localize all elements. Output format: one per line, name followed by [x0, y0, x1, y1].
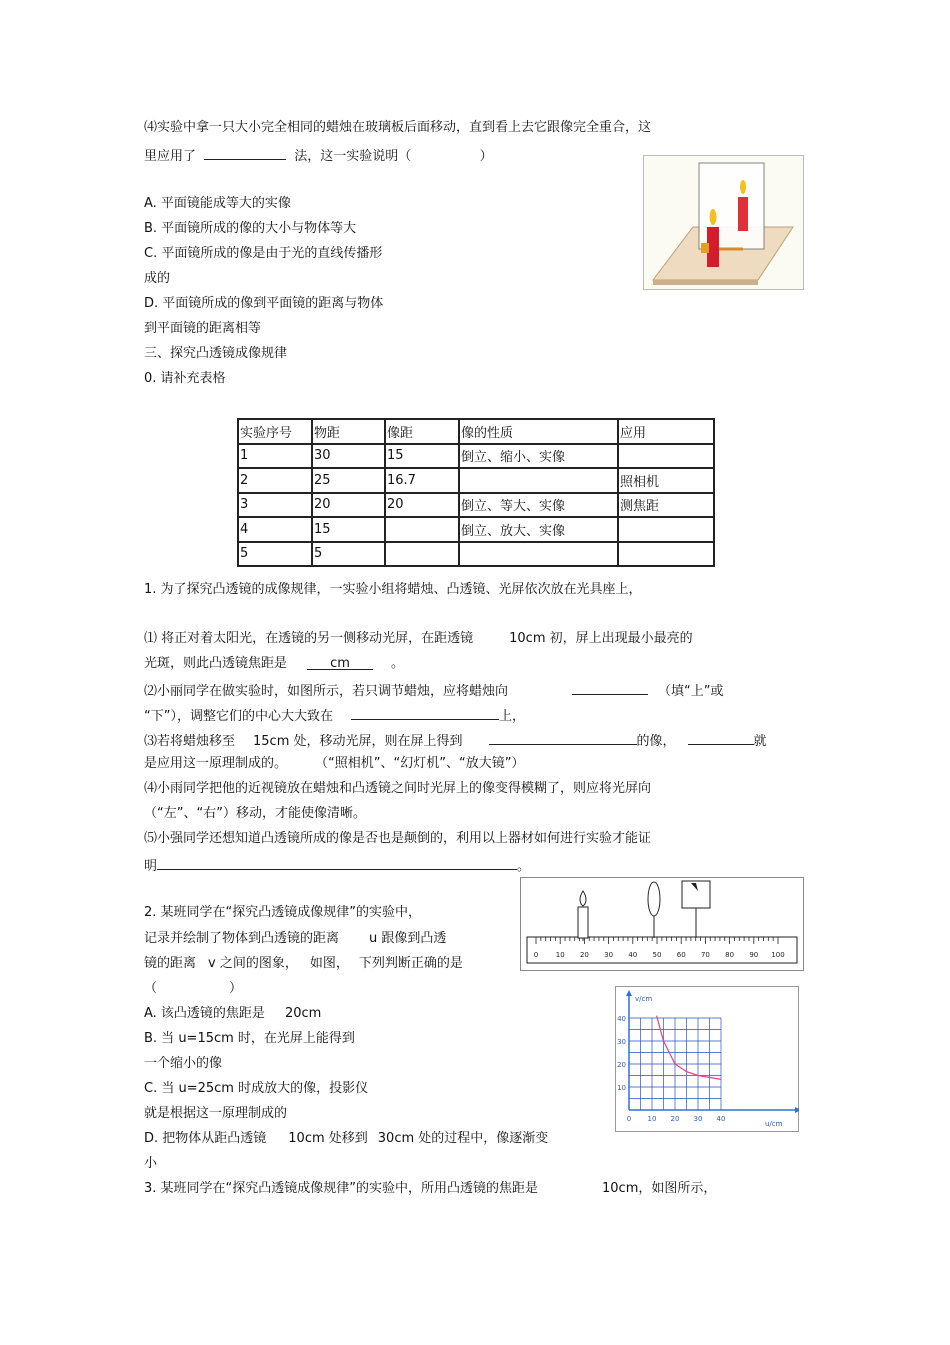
q1-text: （“照相机”、“幻灯机”、“放大镜”） [315, 756, 525, 771]
q4-line2 [144, 145, 493, 166]
q1-text: 光斑，则此凸透镜焦距是 [144, 656, 288, 671]
table-cell: 15 [385, 444, 459, 469]
y-tick-label: 20 [617, 1061, 626, 1069]
q4-line1: ⑷实验中拿一只大小完全相同的蜡烛在玻璃板后面移动，直到看上去它跟像完全重合，这 [144, 120, 652, 135]
x-tick-label: 30 [693, 1115, 703, 1123]
y-tick-label: 30 [617, 1038, 626, 1046]
q2-text: 下列判断正确的是 [358, 956, 463, 971]
table-header-row [238, 419, 714, 444]
answer-blank[interactable] [688, 730, 754, 745]
table-cell[interactable] [618, 517, 714, 542]
q1-part1-cont [144, 655, 404, 673]
table-cell[interactable] [459, 542, 618, 567]
mirror-candle-figure [643, 155, 804, 290]
table-cell: 测焦距 [618, 493, 714, 518]
q2-option-a [144, 1005, 321, 1023]
unit-label: cm [330, 656, 350, 671]
q2-text: 10cm 处移到 [288, 1131, 368, 1146]
x-axis-label: u/cm [765, 1120, 783, 1128]
answer-blank[interactable] [307, 655, 373, 670]
q1-part3 [144, 730, 767, 751]
q2-option-d-cont: 小 [144, 1156, 158, 1171]
option-a: A. 平面镜能成等大的实像 [144, 196, 291, 211]
q1-part5: ⑸小强同学还想知道凸透镜所成的像是否也是颠倒的，利用以上器材如何进行实验才能证 [144, 831, 652, 846]
section-title: 三、探究凸透镜成像规律 [144, 346, 288, 361]
q1-text: 上， [498, 709, 525, 724]
option-d-cont: 到平面镜的距离相等 [144, 321, 262, 336]
q1-part4: ⑷小雨同学把他的近视镜放在蜡烛和凸透镜之间时光屏上的像变得模糊了，则应将光屏向 [144, 781, 652, 796]
x-tick-label: 10 [647, 1115, 657, 1123]
q1-text: 10cm 初，屏上出现最小最亮的 [509, 631, 693, 646]
table-row [238, 468, 714, 493]
q2-text: ） [229, 981, 243, 996]
q3-text: 10cm，如图所示， [602, 1181, 717, 1196]
optical-bench-figure [520, 877, 804, 971]
q2-text: D. 把物体从距凸透镜 [144, 1131, 267, 1146]
answer-blank[interactable] [204, 145, 286, 160]
option-b: B. 平面镜所成的像的大小与物体等大 [144, 221, 357, 236]
answer-blank[interactable] [572, 680, 648, 695]
table-cell: 20 [385, 493, 459, 518]
q1-part2-cont [144, 705, 525, 726]
table-cell: 25 [312, 468, 385, 493]
answer-blank[interactable] [489, 730, 637, 745]
q2-text: （ [144, 981, 158, 996]
q3-text: 3. 某班同学在“探究凸透镜成像规律”的实验中，所用凸透镜的焦距是 [144, 1181, 539, 1196]
ruler-label: 60 [676, 951, 686, 959]
q4-text: ） [479, 149, 493, 164]
table-cell: 15 [312, 517, 385, 542]
q3-line1 [144, 1180, 716, 1198]
table-cell: 倒立、放大、实像 [459, 517, 618, 542]
y-tick-label: 10 [617, 1084, 626, 1092]
q1-text: ⑵小丽同学在做实验时，如图所示，若只调节蜡烛，应将蜡烛向 [144, 684, 509, 699]
q1-text: 明 [144, 859, 158, 874]
q2-line4 [144, 980, 242, 998]
q1-text: 15cm 处，移动光屏，则在屏上得到 [253, 734, 463, 749]
table-cell: 5 [238, 542, 312, 567]
table-header: 像距 [385, 419, 459, 444]
x-tick-label: 20 [670, 1115, 680, 1123]
table-cell: 20 [312, 493, 385, 518]
table-cell: 5 [312, 542, 385, 567]
x-tick-label: 40 [716, 1115, 726, 1123]
q2-line3 [144, 955, 463, 973]
ruler-label: 20 [579, 951, 589, 959]
ruler-label: 40 [628, 951, 638, 959]
q2-text: A. 该凸透镜的焦距是 [144, 1006, 265, 1021]
q2-option-d [144, 1130, 548, 1148]
q2-text: v 之间的图象， [208, 956, 298, 971]
q4-text: 法，这一实验说明（ [294, 149, 412, 164]
q1-part3-cont [144, 755, 524, 773]
table-cell: 1 [238, 444, 312, 469]
answer-blank[interactable] [157, 855, 517, 870]
ruler-label: 50 [652, 951, 662, 959]
ruler-label: 90 [749, 951, 759, 959]
table-header: 物距 [312, 419, 385, 444]
q2-option-b-cont: 一个缩小的像 [144, 1056, 223, 1071]
q1-text: （填“上”或 [658, 684, 724, 699]
q2-option-c-cont: 就是根据这一原理制成的 [144, 1106, 288, 1121]
q4-text: 里应用了 [144, 149, 197, 164]
table-row [238, 493, 714, 518]
option-d: D. 平面镜所成的像到平面镜的距离与物体 [144, 296, 384, 311]
q2-text: 记录并绘制了物体到凸透镜的距离 [144, 931, 340, 946]
q2-text: 30cm 处的过程中，像逐渐变 [377, 1131, 549, 1146]
answer-blank[interactable] [351, 705, 499, 720]
table-row [238, 517, 714, 542]
ruler-label: 70 [700, 951, 710, 959]
table-cell: 30 [312, 444, 385, 469]
table-cell: 3 [238, 493, 312, 518]
q2-line1: 2. 某班同学在“探究凸透镜成像规律”的实验中， [144, 905, 422, 920]
q1-text: ⑶若将蜡烛移至 [144, 734, 236, 749]
y-axis-label: v/cm [635, 995, 653, 1003]
q1-part2 [144, 680, 724, 701]
table-cell[interactable] [385, 542, 459, 567]
q2-text: 如图， [309, 956, 349, 971]
table-header: 应用 [618, 419, 714, 444]
ruler-label: 0 [533, 951, 539, 959]
ruler-label: 100 [771, 951, 785, 959]
q2-line2 [144, 930, 446, 948]
table-cell: 照相机 [618, 468, 714, 493]
table-row [238, 444, 714, 469]
q1-text: 。 [391, 656, 405, 671]
q1-text: 的像， [636, 734, 676, 749]
ruler-label: 80 [725, 951, 735, 959]
table-cell: 倒立、等大、实像 [459, 493, 618, 518]
ruler-label: 10 [555, 951, 565, 959]
q2-option-c: C. 当 u=25cm 时成放大的像，投影仪 [144, 1081, 369, 1096]
q1-intro: 1. 为了探究凸透镜的成像规律，一实验小组将蜡烛、凸透镜、光屏依次放在光具座上， [144, 582, 642, 597]
section-subtitle: 0. 请补充表格 [144, 371, 226, 386]
q2-text: 镜的距离 [144, 956, 197, 971]
table-cell: 倒立、缩小、实像 [459, 444, 618, 469]
table-cell: 16.7 [385, 468, 459, 493]
table-cell[interactable] [385, 517, 459, 542]
y-tick-label: 40 [617, 1015, 626, 1023]
q1-text: 是应用这一原理制成的。 [144, 756, 288, 771]
q1-text: 就 [753, 734, 767, 749]
ruler-label: 30 [604, 951, 614, 959]
q1-part4-cont: （“左”、“右”）移动，才能使像清晰。 [144, 806, 366, 821]
table-header: 实验序号 [238, 419, 312, 444]
q2-text: 20cm [284, 1006, 322, 1021]
table-cell: 2 [238, 468, 312, 493]
x-tick-label: 0 [626, 1115, 632, 1123]
option-c-cont: 成的 [144, 271, 171, 286]
table-row [238, 542, 714, 567]
table-cell[interactable] [618, 542, 714, 567]
q1-text: ⑴ 将正对着太阳光，在透镜的另一侧移动光屏，在距透镜 [144, 631, 474, 646]
q1-text: 。 [517, 859, 531, 874]
option-c: C. 平面镜所成的像是由于光的直线传播形 [144, 246, 383, 261]
q1-part5-cont [144, 855, 530, 876]
table-cell: 4 [238, 517, 312, 542]
v-u-graph [615, 986, 799, 1132]
q1-text: “下”），调整它们的中心大大致在 [144, 709, 333, 724]
table-header: 像的性质 [459, 419, 618, 444]
q2-text: u 跟像到凸透 [369, 931, 447, 946]
q2-option-b: B. 当 u=15cm 时，在光屏上能得到 [144, 1031, 355, 1046]
q1-part1 [144, 630, 693, 648]
results-table [237, 418, 715, 567]
table-cell[interactable] [459, 468, 618, 493]
table-cell[interactable] [618, 444, 714, 469]
